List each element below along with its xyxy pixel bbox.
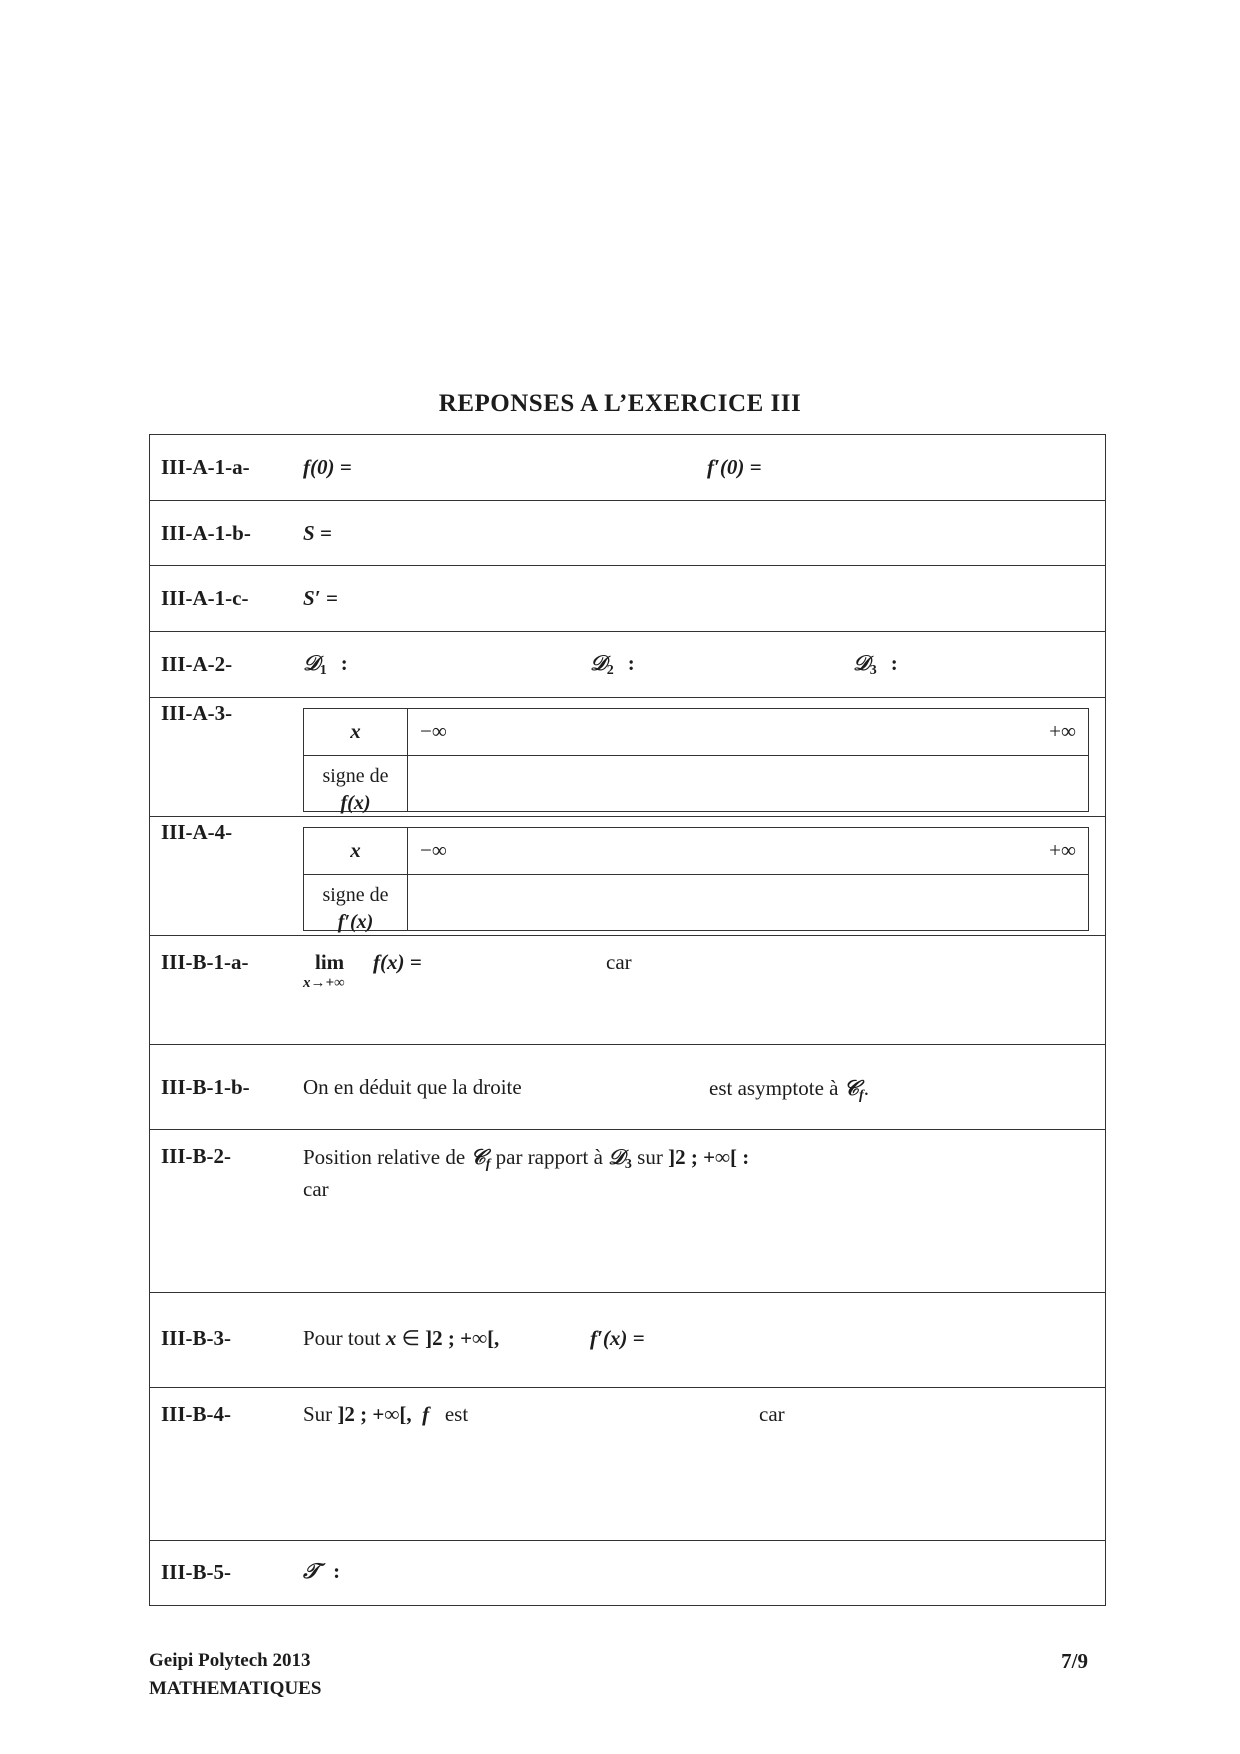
row-label: III-A-1-b- — [161, 521, 251, 545]
for-all-text: Pour tout x ∈ ]2 ; +∞[, — [303, 1326, 500, 1350]
x-header: x — [350, 838, 361, 862]
plus-infinity: +∞ — [1049, 838, 1076, 862]
car-label: car — [303, 1177, 329, 1201]
tangent-line: 𝒯 : — [303, 1558, 341, 1583]
f0-expression: f(0) = — [303, 455, 352, 479]
sprime-expression: S′ = — [303, 586, 338, 610]
row-label: III-A-4- — [161, 820, 233, 844]
row-label: III-B-1-b- — [161, 1075, 250, 1099]
x-header: x — [350, 719, 361, 743]
row-a1b — [149, 500, 1106, 565]
row-b1a — [149, 935, 1106, 1044]
d3-line: 𝒟$_3$ : — [853, 650, 898, 678]
sign-label: signe de f′(x) — [322, 884, 389, 933]
plus-infinity: +∞ — [1049, 719, 1076, 743]
answer-grid — [149, 434, 1108, 1606]
relative-position-text: Position relative de 𝒞$_f$ par rapport à 𝒟$_3$ sur ]2 ; +∞[ : — [303, 1144, 750, 1172]
car-label: car — [606, 950, 632, 974]
sign-label: signe de f(x) — [322, 765, 389, 814]
page-number: 7/9 — [1061, 1649, 1088, 1673]
minus-infinity: −∞ — [420, 719, 447, 743]
s-expression: S = — [303, 521, 332, 545]
row-label: III-A-1-a- — [161, 455, 250, 479]
limit-expression: lim x→+∞ f(x) = — [303, 950, 422, 991]
page-title: REPONSES A L’EXERCICE III — [438, 390, 802, 417]
monotonic-text: Sur ]2 ; +∞[, f est — [303, 1402, 469, 1426]
deduction-text: On en déduit que la droite — [303, 1075, 522, 1099]
row-b5 — [149, 1540, 1106, 1606]
row-a2 — [149, 631, 1106, 697]
row-b1b — [149, 1044, 1106, 1129]
footer-exam-name: Geipi Polytech 2013 — [149, 1650, 311, 1671]
d1-line: 𝒟$_1$ : — [303, 650, 348, 678]
row-a4 — [149, 816, 1106, 935]
sign-table-f — [303, 708, 1089, 812]
row-label: III-A-2- — [161, 652, 233, 676]
sign-table-fprime — [303, 827, 1089, 931]
row-label: III-A-1-c- — [161, 586, 249, 610]
row-a3 — [149, 697, 1106, 816]
fprime-x-expression: f′(x) = — [590, 1326, 645, 1350]
row-label: III-B-1-a- — [161, 950, 249, 974]
row-label: III-B-2- — [161, 1144, 232, 1168]
car-label: car — [759, 1402, 785, 1426]
d2-line: 𝒟$_2$ : — [590, 650, 635, 678]
row-label: III-B-4- — [161, 1402, 232, 1426]
row-b4 — [149, 1387, 1106, 1540]
row-a1a — [149, 434, 1106, 500]
row-a1c — [149, 565, 1106, 631]
row-b3 — [149, 1292, 1106, 1387]
row-label: III-B-5- — [161, 1560, 232, 1584]
fprime0-expression: f′(0) = — [707, 455, 762, 479]
footer-subject: MATHEMATIQUES — [149, 1678, 322, 1699]
row-label: III-A-3- — [161, 701, 233, 725]
row-b2 — [149, 1129, 1106, 1292]
minus-infinity: −∞ — [420, 838, 447, 862]
row-label: III-B-3- — [161, 1326, 232, 1350]
asymptote-text: est asymptote à 𝒞$_f$. — [709, 1075, 869, 1103]
